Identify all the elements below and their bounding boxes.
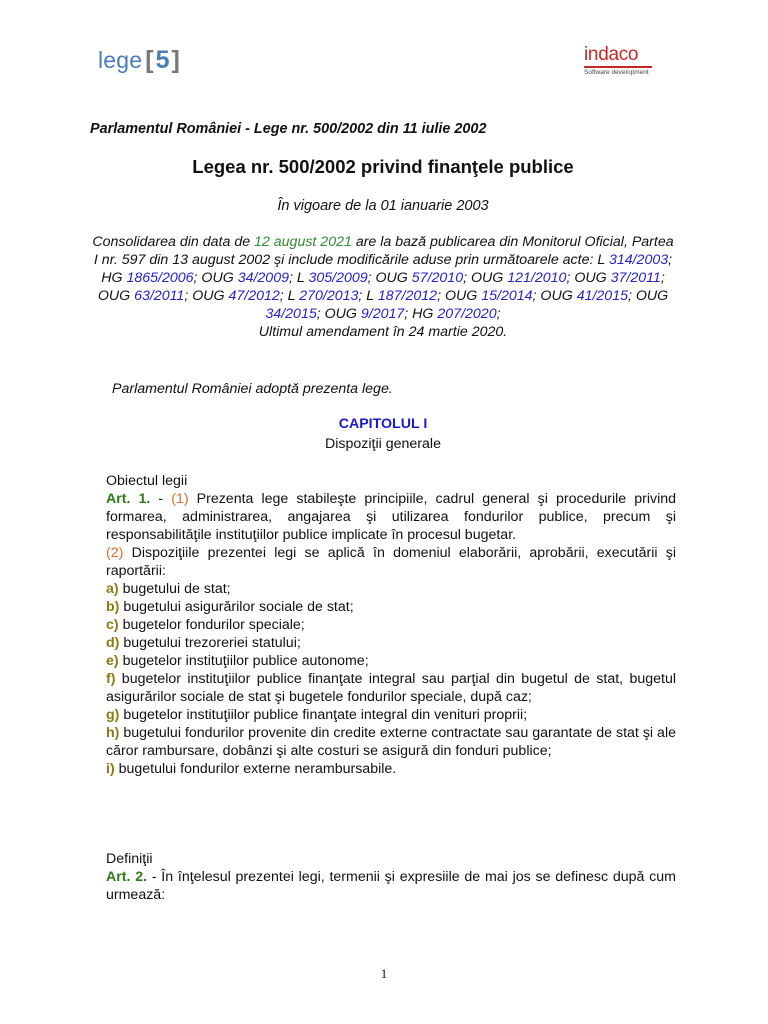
act-reference-link[interactable]: 305/2009 bbox=[308, 270, 368, 286]
act-reference-link[interactable]: 41/2015 bbox=[576, 288, 628, 304]
act-reference-link[interactable]: 34/2009 bbox=[237, 270, 289, 286]
item-text: bugetului fondurilor externe nerambursabile. bbox=[114, 761, 397, 777]
article-paragraph: (2) Dispoziţiile prezentei legi se aplică în domeniul elaborării, aprobării, executării şi raportării: bbox=[106, 545, 676, 579]
lege-logo-badge: [ 5 ] bbox=[145, 45, 180, 74]
article-heading: Definiţii bbox=[106, 851, 153, 867]
article-paragraph: Art. 1. - (1) Prezenta lege stabileşte principiile, cadrul general şi procedurile privind formarea, administrarea, angajarea şi utilizarea fondurilor publice, precum şi responsabilităţile instituţiilor publice implicate în procesul bugetar. bbox=[106, 491, 676, 543]
act-separator: ; OUG bbox=[532, 288, 577, 304]
chapter-subtitle: Dispoziţii generale bbox=[325, 436, 441, 452]
act-separator: ; OUG bbox=[316, 306, 361, 322]
item-letter: g) bbox=[106, 707, 120, 723]
last-amendment: Ultimul amendament în 24 martie 2020. bbox=[258, 324, 508, 340]
paragraph-label: (2) bbox=[106, 545, 124, 561]
act-separator: ; HG bbox=[101, 252, 673, 286]
act-reference-link[interactable]: 187/2012 bbox=[377, 288, 438, 304]
item-letter: a) bbox=[106, 581, 119, 597]
item-text: bugetului asigurărilor sociale de stat; bbox=[119, 599, 354, 615]
act-reference-link[interactable]: 121/2010 bbox=[507, 270, 567, 286]
act-separator: ; OUG bbox=[566, 270, 611, 286]
act-reference-link[interactable]: 9/2017 bbox=[360, 306, 405, 322]
article-1 bbox=[90, 472, 676, 778]
act-reference-link[interactable]: 34/2015 bbox=[265, 306, 317, 322]
item-text: bugetelor instituţiilor publice finanţate integral din venituri proprii; bbox=[119, 707, 528, 723]
item-letter: c) bbox=[106, 617, 119, 633]
item-text: bugetelor instituţiilor publice autonome; bbox=[118, 653, 369, 669]
act-reference-link[interactable]: 47/2012 bbox=[228, 288, 280, 304]
act-separator: ; OUG bbox=[367, 270, 412, 286]
item-text: bugetelor fondurilor speciale; bbox=[118, 617, 305, 633]
act-separator: ; OUG bbox=[193, 270, 238, 286]
act-separator: ; L bbox=[279, 288, 300, 304]
item-text: bugetului de stat; bbox=[118, 581, 231, 597]
page-title: Legea nr. 500/2002 privind finanţele publice bbox=[192, 156, 574, 177]
adoption-statement: Parlamentul României adoptă prezenta lege. bbox=[112, 381, 393, 397]
act-reference-link[interactable]: 270/2013 bbox=[299, 288, 359, 304]
paragraph-label: (1) bbox=[171, 491, 189, 507]
act-separator: ; OUG bbox=[184, 288, 229, 304]
lege5-logo bbox=[98, 44, 180, 76]
item-letter: e) bbox=[106, 653, 119, 669]
act-separator: ; L bbox=[288, 270, 309, 286]
act-reference-link[interactable]: 207/2020 bbox=[437, 306, 497, 322]
act-separator: ; OUG bbox=[97, 270, 665, 304]
act-reference-link[interactable]: 57/2010 bbox=[411, 270, 464, 286]
document-header: Parlamentul României - Lege nr. 500/2002 din 11 iulie 2002 bbox=[90, 121, 487, 137]
list-item bbox=[90, 598, 676, 616]
indaco-logo bbox=[584, 45, 660, 76]
list-item bbox=[90, 616, 676, 634]
item-letter: i) bbox=[106, 761, 115, 777]
article-paragraph: Art. 2. - În înţelesul prezentei legi, termenii şi expresiile de mai jos se definesc după cum urmează: bbox=[106, 869, 676, 903]
indaco-logo-subtitle: Software development bbox=[584, 69, 649, 76]
act-separator: ; bbox=[496, 306, 501, 322]
act-separator: ; OUG bbox=[437, 288, 482, 304]
lege-logo-word: lege bbox=[98, 46, 143, 73]
article-heading: Obiectul legii bbox=[106, 473, 188, 489]
article-link[interactable]: Art. 1. bbox=[106, 491, 151, 507]
list-item bbox=[90, 724, 676, 760]
page-number: 1 bbox=[380, 966, 388, 981]
item-letter: h) bbox=[106, 725, 120, 741]
list-item bbox=[90, 580, 676, 598]
consolidation-note: Consolidarea din data de 12 august 2021 are la bază publicarea din Monitorul Oficial, Partea I nr. 597 din 13 august 2002 şi include modificările aduse prin următoarele acte: L 314/2003; HG 1865/2006; OUG 34/2009; L 305/2009; OUG 57/2010; OUG 121/2010; OUG 37/2011; OUG 63/2011; OUG 47/2012; L 270/2013; L 187/2012; OUG 15/2014; OUG 41/2015; OUG 34/2015; OUG 9/2017; HG 207/2020; Ultimul amendament în 24 martie 2020. bbox=[92, 234, 674, 340]
list-item bbox=[90, 706, 676, 724]
act-reference-link[interactable]: 37/2011 bbox=[610, 270, 661, 286]
act-reference-link[interactable]: 63/2011 bbox=[134, 288, 185, 304]
indaco-logo-word: indaco bbox=[584, 44, 639, 65]
list-item bbox=[90, 652, 676, 670]
act-separator: ; OUG bbox=[627, 288, 669, 304]
item-letter: b) bbox=[106, 599, 120, 615]
item-letter: f) bbox=[106, 671, 116, 687]
consolidation-date-link[interactable]: 12 august 2021 bbox=[254, 234, 352, 250]
list-item bbox=[90, 760, 676, 778]
item-letter: d) bbox=[106, 635, 120, 651]
act-reference-link[interactable]: 314/2003 bbox=[608, 252, 669, 268]
item-text: bugetului fondurilor provenite din credite externe contractate sau garantate de stat şi ale căror rambursare, dobânzi şi alte costuri se asigură din fonduri publice; bbox=[106, 725, 676, 759]
indaco-logo-rule bbox=[584, 66, 652, 68]
item-text: bugetului trezoreriei statului; bbox=[119, 635, 301, 651]
article-2 bbox=[90, 850, 676, 904]
act-reference-link[interactable]: 15/2014 bbox=[481, 288, 533, 304]
article-link[interactable]: Art. 2. bbox=[106, 869, 148, 885]
act-reference-link[interactable]: 1865/2006 bbox=[126, 270, 194, 286]
chapter-title[interactable]: CAPITOLUL I bbox=[338, 416, 428, 432]
list-item bbox=[90, 670, 676, 706]
list-item bbox=[90, 634, 676, 652]
act-separator: ; L bbox=[358, 288, 378, 304]
act-separator: ; HG bbox=[404, 306, 438, 322]
act-separator: ; OUG bbox=[463, 270, 508, 286]
in-force-date: În vigoare de la 01 ianuarie 2003 bbox=[277, 198, 489, 214]
letter-items-list bbox=[90, 580, 676, 778]
item-text: bugetelor instituţiilor publice finanţate integral sau parţial din bugetul de stat, bugetul asigurărilor sociale de stat şi bugetele fondurilor speciale, după caz; bbox=[106, 671, 676, 705]
